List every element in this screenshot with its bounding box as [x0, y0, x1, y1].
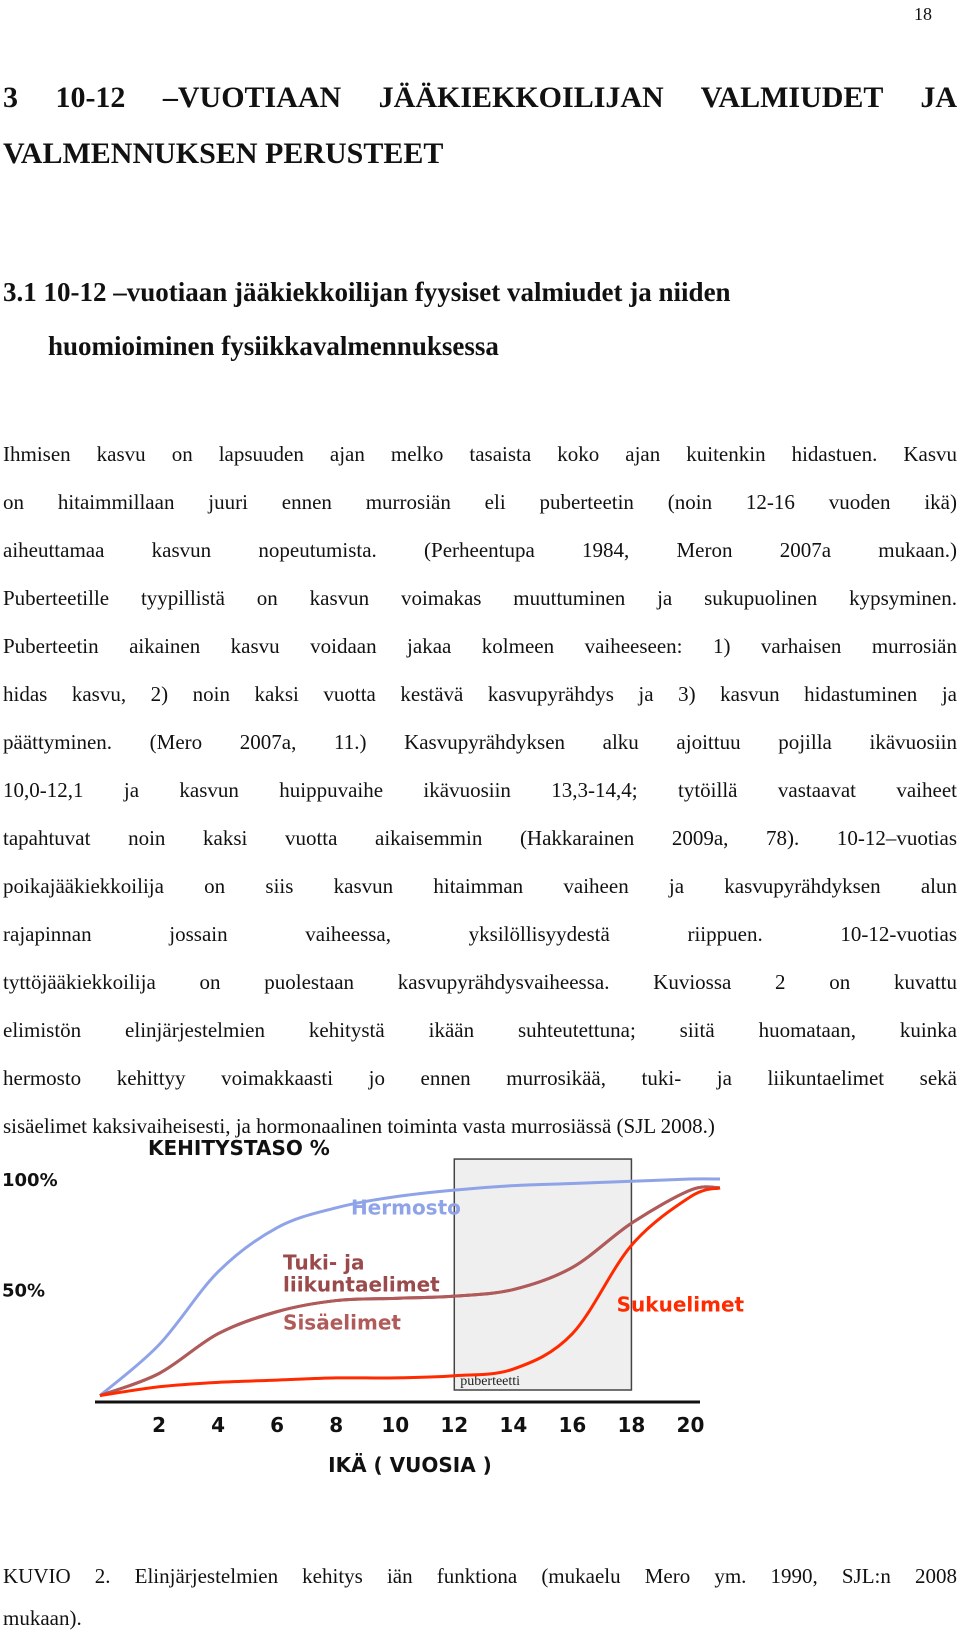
x-tick-label: 20 — [676, 1413, 705, 1437]
body-paragraph — [3, 430, 957, 1150]
paragraph-line: hidas kasvu, 2) noin kaksi vuotta kestävä kasvupyrähdys ja 3) kasvun hidastuminen ja — [3, 682, 957, 706]
x-axis-label: IKÄ ( VUOSIA ) — [328, 1453, 492, 1477]
x-tick-label: 10 — [381, 1413, 410, 1437]
y-tick-label: 100% — [2, 1170, 58, 1192]
paragraph-line: rajapinnan jossain vaiheessa, yksilöllisyydestä riippuen. 10-12-vuotias — [3, 922, 957, 946]
paragraph-line: poikajääkiekkoilija on siis kasvun hitaimman vaiheen ja kasvupyrähdyksen alun — [3, 874, 957, 898]
chapter-heading-line-2: VALMENNUKSEN PERUSTEET — [3, 137, 444, 170]
paragraph-line: sisäelimet kaksivaiheisesti, ja hormonaalinen toiminta vasta murrosiässä (SJL 2008.) — [3, 1114, 715, 1138]
section-heading-line-2: huomioiminen fysiikkavalmennuksessa — [48, 331, 499, 361]
chart-svg — [0, 1130, 760, 1540]
paragraph-line: päättyminen. (Mero 2007a, 11.) Kasvupyrähdyksen alku ajoittuu pojilla ikävuosiin — [3, 730, 957, 754]
paragraph-line: tapahtuvat noin kaksi vuotta aikaisemmin (Hakkarainen 2009a, 78). 10-12–vuotias — [3, 826, 957, 850]
paragraph-line: tyttöjääkiekkoilija on puolestaan kasvupyrähdysvaiheessa. Kuviossa 2 on kuvattu — [3, 970, 957, 994]
x-tick-label: 4 — [211, 1413, 226, 1437]
x-tick-label: 8 — [329, 1413, 344, 1437]
puberty-label: puberteetti — [460, 1374, 521, 1389]
paragraph-line: hermosto kehittyy voimakkaasti jo ennen murrosikää, tuki- ja liikuntaelimet sekä — [3, 1066, 957, 1090]
paragraph-line: aiheuttamaa kasvun nopeutumista. (Perheentupa 1984, Meron 2007a mukaan.) — [3, 538, 957, 562]
paragraph-line: Puberteetille tyypillistä on kasvun voimakas muuttuminen ja sukupuolinen kypsyminen. — [3, 586, 957, 610]
paragraph-line: Puberteetin aikainen kasvu voidaan jakaa kolmeen vaiheeseen: 1) varhaisen murrosiän — [3, 634, 957, 658]
chapter-heading-line-1: 3 10-12 –VUOTIAAN JÄÄKIEKKOILIJAN VALMIUDET JA — [3, 81, 957, 114]
paragraph-line: 10,0-12,1 ja kasvun huippuvaihe ikävuosiin 13,3-14,4; tytöillä vastaavat vaiheet — [3, 778, 957, 802]
x-tick-label: 2 — [152, 1413, 167, 1437]
paragraph-line: elimistön elinjärjestelmien kehitystä ikään suhteutettuna; siitä huomataan, kuinka — [3, 1018, 957, 1042]
series-label-tuki: Tuki- ja — [283, 1250, 365, 1275]
x-tick-label: 6 — [270, 1413, 285, 1437]
paragraph-line: on hitaimmillaan juuri ennen murrosiän eli puberteetin (noin 12-16 vuoden ikä) — [3, 490, 957, 514]
y-tick-label: 50% — [2, 1280, 46, 1302]
x-tick-label: 12 — [440, 1413, 469, 1437]
paragraph-line: Ihmisen kasvu on lapsuuden ajan melko tasaista koko ajan kuitenkin hidastuen. Kasvu — [3, 442, 957, 466]
series-label-liikuntaelimet: liikuntaelimet — [283, 1272, 440, 1297]
series-label-sisaelimet: Sisäelimet — [283, 1310, 401, 1335]
x-tick-label: 16 — [558, 1413, 587, 1437]
x-tick-labels — [152, 1413, 704, 1437]
page-number: 18 — [914, 4, 932, 24]
y-tick-labels — [2, 1170, 58, 1301]
x-tick-label: 18 — [617, 1413, 646, 1437]
section-heading-line-1: 3.1 10-12 –vuotiaan jääkiekkoilijan fyysiset valmiudet ja niiden — [3, 277, 731, 307]
series-label-hermosto: Hermosto — [350, 1195, 461, 1220]
series-label-sukuelimet: Sukuelimet — [616, 1292, 745, 1317]
chart-title: KEHITYSTASO % — [148, 1136, 330, 1161]
development-chart — [0, 1130, 760, 1540]
caption-line: mukaan). — [3, 1606, 82, 1630]
x-tick-label: 14 — [499, 1413, 528, 1437]
figure-caption — [3, 1555, 957, 1639]
caption-line: KUVIO 2. Elinjärjestelmien kehitys iän funktiona (mukaelu Mero ym. 1990, SJL:n 2008 — [3, 1564, 957, 1588]
